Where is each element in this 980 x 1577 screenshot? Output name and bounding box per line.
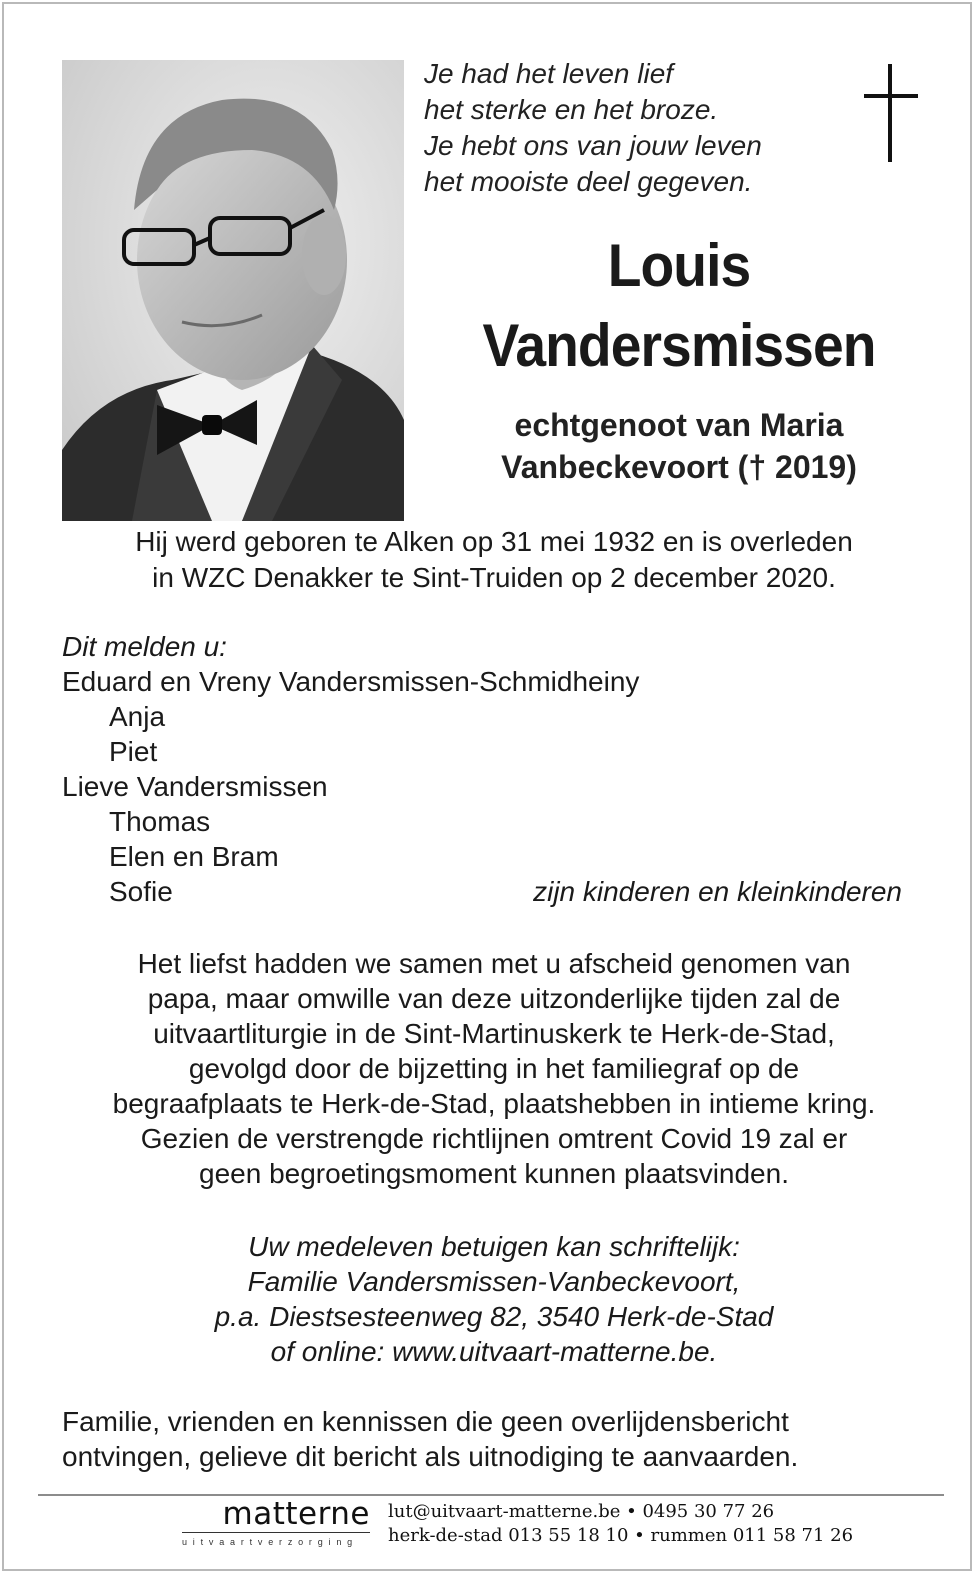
- family-intro: Dit melden u:: [62, 631, 227, 662]
- closing-line: Familie, vrienden en kennissen die geen overlijdensbericht: [62, 1406, 789, 1437]
- closing-note: [62, 1404, 942, 1474]
- deceased-name: [444, 226, 913, 386]
- verse-line: Je hebt ons van jouw leven: [424, 130, 762, 161]
- birth-line: Hij werd geboren te Alken op 31 mei 1932 en is overleden: [135, 526, 853, 557]
- family-member-name: Thomas: [109, 806, 211, 837]
- memorial-verse: [424, 56, 844, 200]
- family-member: [62, 839, 912, 874]
- contact-email-phone[interactable]: lut@uitvaart-matterne.be • 0495 30 77 26: [388, 1501, 775, 1522]
- family-list: [62, 629, 912, 909]
- notice-line: uitvaartliturgie in de Sint-Martinuskerk te Herk-de-Stad,: [153, 1018, 835, 1049]
- family-member: [62, 804, 912, 839]
- closing-line: ontvingen, gelieve dit bericht als uitnodiging te aanvaarden.: [62, 1441, 799, 1472]
- contact-locations: herk-de-stad 013 55 18 10 • rummen 011 58 71 26: [388, 1525, 854, 1546]
- verse-line: het mooiste deel gegeven.: [424, 166, 753, 197]
- obituary-card: [2, 2, 972, 1571]
- notice-line: papa, maar omwille van deze uitzonderlijke tijden zal de: [147, 983, 841, 1014]
- family-role: zijn kinderen en kleinkinderen: [533, 876, 902, 907]
- portrait-photo: [62, 60, 404, 521]
- family-member-name: Piet: [109, 736, 158, 767]
- family-member-name: Sofie: [109, 876, 173, 907]
- spouse-line: Vanbeckevoort († 2019): [501, 449, 857, 485]
- notice-line: Het liefst hadden we samen met u afscheid genomen van: [137, 948, 851, 979]
- death-line: in WZC Denakker te Sint-Truiden op 2 december 2020.: [152, 562, 836, 593]
- birth-death-info: [44, 524, 944, 596]
- condolence-line: Familie Vandersmissen-Vanbeckevoort,: [247, 1266, 741, 1297]
- family-member: [62, 664, 912, 699]
- family-member: [62, 699, 912, 734]
- family-member: [62, 874, 912, 909]
- family-member-name: Anja: [109, 701, 166, 732]
- notice-line: geen begroetingsmoment kunnen plaatsvinden.: [199, 1158, 789, 1189]
- notice-line: gevolgd door de bijzetting in het familiegraf op de: [188, 1053, 800, 1084]
- verse-line: het sterke en het broze.: [424, 94, 719, 125]
- logo-brand: matterne: [222, 1496, 370, 1532]
- verse-line: Je had het leven lief: [424, 58, 674, 89]
- condolence-website[interactable]: of online: www.uitvaart-matterne.be.: [270, 1336, 718, 1367]
- last-name: Vandersmissen: [482, 312, 876, 379]
- footer-divider: [38, 1494, 944, 1496]
- portrait-illustration: [62, 60, 404, 521]
- spouse-info: [424, 404, 934, 488]
- notice-line: begraafplaats te Herk-de-Stad, plaatshebben in intieme kring.: [112, 1088, 876, 1119]
- family-member: [62, 734, 912, 769]
- logo-tagline: uitvaartverzorging: [182, 1532, 370, 1547]
- family-member-name: Eduard en Vreny Vandersmissen-Schmidheiny: [62, 666, 640, 697]
- matterne-logo: [182, 1496, 370, 1556]
- condolence-line: Uw medeleven betuigen kan schriftelijk:: [248, 1231, 740, 1262]
- condolence-line: p.a. Diestsesteenweg 82, 3540 Herk-de-Stad: [214, 1301, 774, 1332]
- latin-cross-icon: [862, 64, 922, 164]
- first-name: Louis: [607, 232, 751, 299]
- family-member: [62, 769, 912, 804]
- condolence-info: [44, 1229, 944, 1369]
- family-member-name: Elen en Bram: [109, 841, 279, 872]
- notice-line: Gezien de verstrengde richtlijnen omtrent Covid 19 zal er: [140, 1123, 848, 1154]
- funeral-home-contact: [388, 1500, 928, 1548]
- funeral-notice: [44, 946, 944, 1191]
- spouse-line: echtgenoot van Maria: [514, 407, 844, 443]
- family-member-name: Lieve Vandersmissen: [62, 771, 328, 802]
